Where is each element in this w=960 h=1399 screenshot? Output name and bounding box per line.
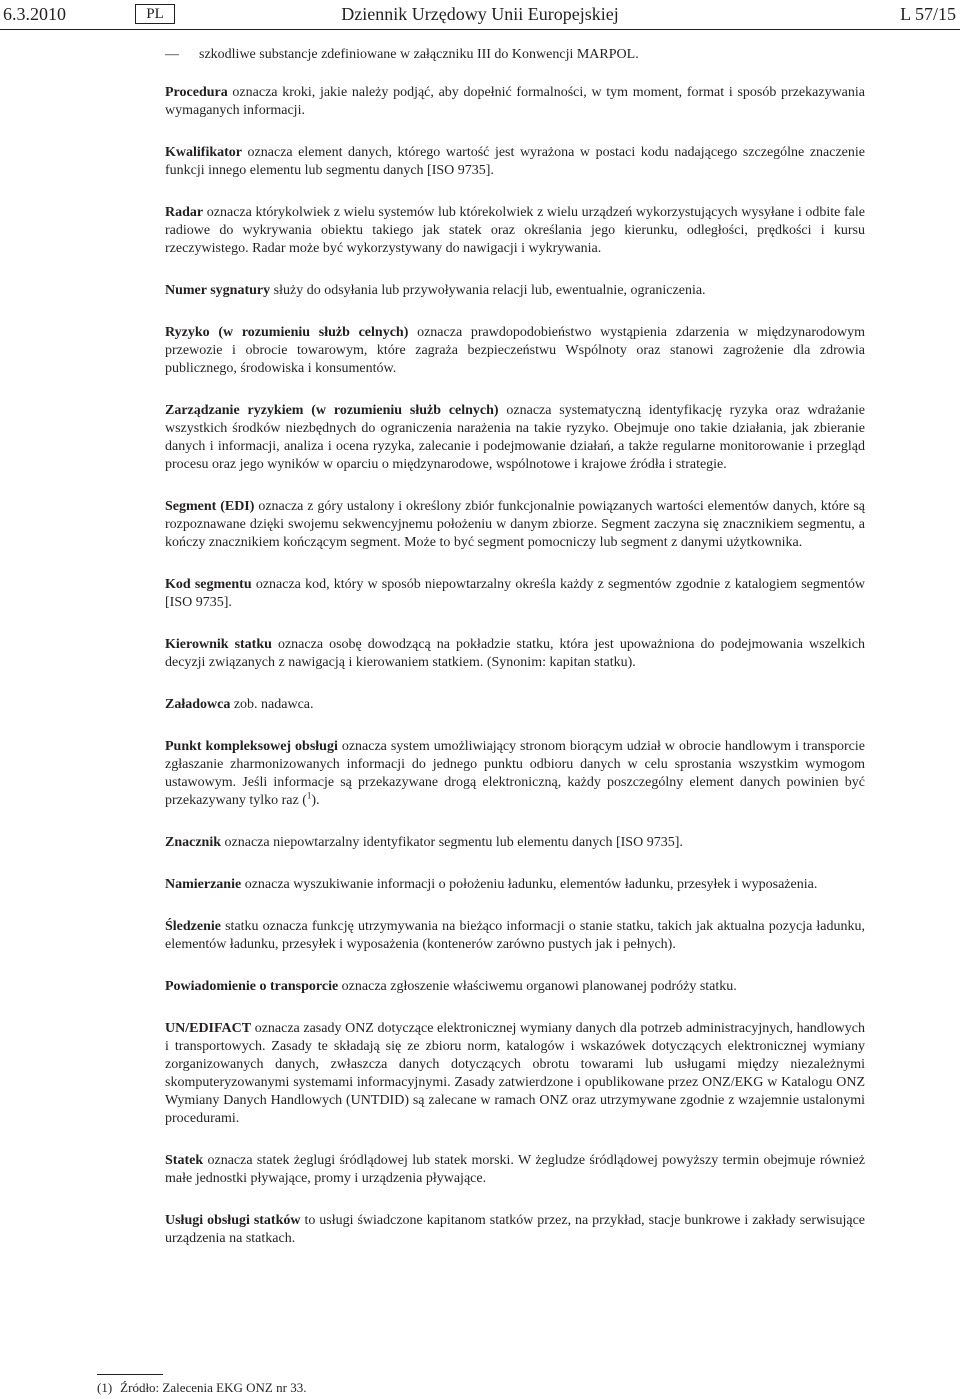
definition-term: Usługi obsługi statków: [165, 1213, 301, 1228]
publication-date: 6.3.2010: [3, 4, 66, 24]
definition-zaladowca: [165, 696, 865, 714]
language-code-box: PL: [135, 4, 175, 24]
document-body: [165, 46, 865, 1272]
definition-term: Numer sygnatury: [165, 283, 271, 298]
definition-term: Kod segmentu: [165, 577, 252, 592]
page-reference: L 57/15: [900, 4, 956, 24]
definition-term: Znacznik: [165, 835, 222, 850]
dash-list-item: [165, 46, 865, 64]
definition-text: oznacza zasady ONZ dotyczące elektronicznej wymiany danych dla potrzeb administracyjnych, handlowych i transportowych. Zasady te składają się ze zbioru norm, katalogów i wskazówek dotyczących elektronicznej wymiany zorganizowanych danych, zwłaszcza danych dotyczących obrotu towarami lub usługami między niezależnymi skomputeryzowanymi systemami informacyjnymi. Zasady zatwierdzone i opublikowane przez ONZ/EKG w Katalogu ONZ Wymiany Danych Handlowych (UNTDID) są zalecane w ramach ONZ oraz utrzymywane zgodnie z wzajemnie ustalonymi procedurami.: [165, 1021, 865, 1126]
definition-namierzanie: [165, 876, 865, 894]
definition-term: Namierzanie: [165, 877, 242, 892]
footnote-number: (1): [97, 1380, 113, 1395]
dash-marker: —: [165, 47, 179, 62]
definition-text: oznacza element danych, którego wartość jest wyrażona w postaci kodu nadającego szczególne znaczenie funkcji innego elementu lub segmentu danych [ISO 9735].: [165, 145, 865, 178]
definition-znacznik: [165, 834, 865, 852]
definition-text: służy do odsyłania lub przywoływania relacji lub, ewentualnie, ograniczenia.: [270, 283, 706, 298]
definition-text: oznacza statek żeglugi śródlądowej lub statek morski. W żegludze śródlądowej powyższy termin obejmuje również małe jednostki pływające, promy i urządzenia pływające.: [165, 1153, 865, 1186]
journal-title: Dziennik Urzędowy Unii Europejskiej: [341, 4, 619, 24]
page-header: [0, 0, 960, 30]
definition-term: Załadowca: [165, 697, 231, 712]
definition-text: oznacza którykolwiek z wielu systemów lub którekolwiek z wielu urządzeń wykorzystujących wysyłane i odbite fale radiowe do wykrywania obiektu takiego jak statek oraz określania jego kierunku, odległości, prędkości i kursu rzeczywistego. Radar może być wykorzystywany do nawigacji i wykrywania.: [165, 205, 865, 256]
definition-term: UN/EDIFACT: [165, 1021, 252, 1036]
definition-punkt-kompleksowej-obslugi: [165, 738, 865, 810]
definition-kierownik-statku: [165, 636, 865, 672]
definition-sledzenie: [165, 918, 865, 954]
definition-term: Kwalifikator: [165, 145, 242, 160]
definition-un-edifact: [165, 1020, 865, 1128]
definition-text: oznacza osobę dowodzącą na pokładzie statku, która jest upoważniona do podejmowania wszelkich decyzji związanych z nawigacją i kierowaniem statkiem. (Synonim: kapitan statku).: [165, 637, 865, 670]
definition-ryzyko: [165, 324, 865, 378]
definition-term: Procedura: [165, 85, 228, 100]
definition-term: Radar: [165, 205, 204, 220]
definition-kwalifikator: [165, 144, 865, 180]
definition-text: zob. nadawca.: [230, 697, 314, 712]
definition-powiadomienie-o-transporcie: [165, 978, 865, 996]
definition-term: Zarządzanie ryzykiem (w rozumieniu służb celnych): [165, 403, 499, 418]
definition-text: oznacza kod, który w sposób niepowtarzalny określa każdy z segmentów zgodnie z katalogiem segmentów [ISO 9735].: [165, 577, 865, 610]
definition-text: oznacza wyszukiwanie informacji o położeniu ładunku, elementów ładunku, przesyłek i wyposażenia.: [241, 877, 818, 892]
definition-term: Ryzyko (w rozumieniu służb celnych): [165, 325, 409, 340]
definition-procedura: [165, 84, 865, 120]
definition-term: Śledzenie: [165, 919, 221, 934]
definition-term: Statek: [165, 1153, 204, 1168]
footnote-divider: [97, 1374, 163, 1375]
definition-term: Punkt kompleksowej obsługi: [165, 739, 338, 754]
definition-segment-edi: [165, 498, 865, 552]
definition-statek: [165, 1152, 865, 1188]
footnote: [97, 1380, 306, 1396]
definition-text: oznacza system umożliwiający stronom biorącym udział w obrocie handlowym i transporcie zgłaszanie zharmonizowanych informacji do jednego punktu odbioru danych w celu sprostania wszystkim wymogom ustawowym. Jeśli informacje są przekazywane drogą elektroniczną, każdy poszczególny element danych powinien być przekazywany tylko raz (: [165, 739, 865, 808]
definition-text: oznacza prawdopodobieństwo wystąpienia zdarzenia w międzynarodowym przewozie i obrocie towarowym, które zagraża bezpieczeństwu Wspólnoty oraz stanowi zagrożenie dla zdrowia publicznego, środowiska i konsumentów.: [165, 325, 866, 376]
definition-text: oznacza z góry ustalony i określony zbiór funkcjonalnie powiązanych wartości elementów danych, które są rozpoznawane dzięki swojemu sekwencyjnemu położeniu w danym zbiorze. Segment zaczyna się znacznikiem segmentu, a kończy znacznikiem kończącym segment. Może to być segment pomocniczy lub segment z danymi użytkownika.: [165, 499, 866, 550]
definition-text: oznacza systematyczną identyfikację ryzyka oraz wdrażanie wszystkich środków niezbędnych do ograniczenia narażenia na takie ryzyko. Obejmuje ono takie działania, jak zbieranie danych i informacji, analiza i ocena ryzyka, zalecanie i podejmowanie działań, a także regularne monitorowanie i przegląd procesu oraz jego wyników w oparciu o międzynarodowe, wspólnotowe i krajowe źródła i strategie.: [165, 403, 865, 472]
definition-text-end: ).: [311, 793, 320, 808]
footnote-text: Źródło: Zalecenia EKG ONZ nr 33.: [120, 1380, 307, 1395]
definition-term: Powiadomienie o transporcie: [165, 979, 339, 994]
definition-kod-segmentu: [165, 576, 865, 612]
dash-item-text: szkodliwe substancje zdefiniowane w załączniku III do Konwencji MARPOL.: [199, 47, 639, 62]
definition-text: oznacza kroki, jakie należy podjąć, aby dopełnić formalności, w tym moment, format i sposób przekazywania wymaganych informacji.: [165, 85, 865, 118]
definition-zarzadzanie-ryzykiem: [165, 402, 865, 474]
definition-term: Kierownik statku: [165, 637, 272, 652]
footnote-reference[interactable]: 1: [306, 790, 312, 801]
definition-numer-sygnatury: [165, 282, 865, 300]
definition-term: Segment (EDI): [165, 499, 255, 514]
definition-text: to usługi świadczone kapitanom statków przez, na przykład, stacje bunkrowe i zakłady serwisujące urządzenia na statkach.: [165, 1213, 865, 1246]
definition-radar: [165, 204, 865, 258]
definition-uslugi-obslugi-statkow: [165, 1212, 865, 1248]
definition-text: statku oznacza funkcję utrzymywania na bieżąco informacji o stanie statku, takich jak aktualna pozycja ładunku, elementów ładunku, przesyłek i wyposażenia (kontenerów zarówno pustych jak i pełnych).: [165, 919, 865, 952]
definition-text: oznacza zgłoszenie właściwemu organowi planowanej podróży statku.: [338, 979, 737, 994]
definition-text: oznacza niepowtarzalny identyfikator segmentu lub elementu danych [ISO 9735].: [221, 835, 683, 850]
